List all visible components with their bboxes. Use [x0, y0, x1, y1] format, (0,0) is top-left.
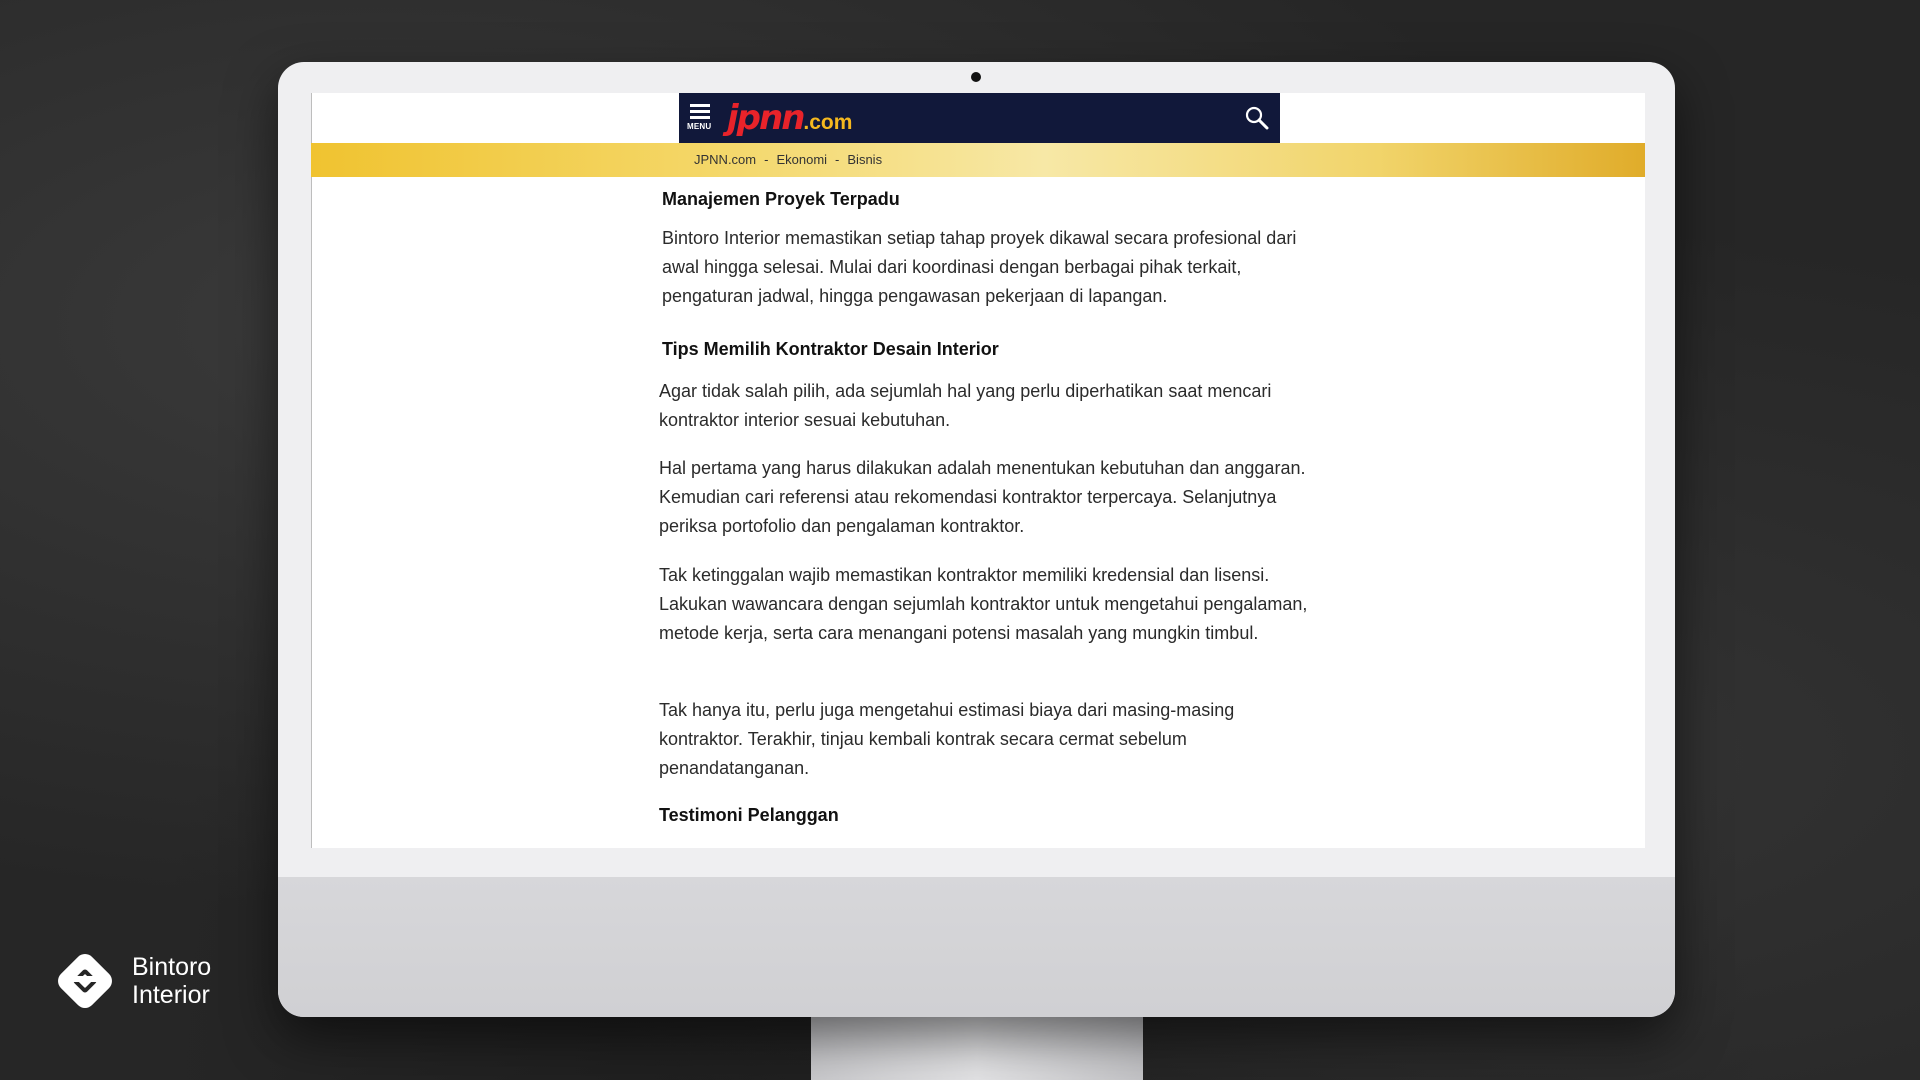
breadcrumb-separator: -	[835, 152, 840, 167]
hamburger-bar	[690, 116, 710, 119]
brand-line-2: Interior	[132, 981, 210, 1009]
paragraph-manajemen: Bintoro Interior memastikan setiap tahap proyek dikawal secara profesional dari awal hingga selesai. Mulai dari koordinasi dengan berbagai pihak terkait, pengaturan jadwal, hingga pengawasan pekerjaan di lapangan.	[662, 228, 1297, 306]
search-icon	[1244, 105, 1270, 131]
hamburger-bar	[690, 110, 710, 113]
section-heading-testimoni: Testimoni Pelanggan	[659, 805, 839, 825]
logo-suffix: .com	[803, 111, 853, 134]
site-navbar	[679, 93, 1280, 143]
paragraph-tips-intro: Agar tidak salah pilih, ada sejumlah hal yang perlu diperhatikan saat mencari kontraktor interior sesuai kebutuhan.	[659, 381, 1272, 430]
site-logo[interactable]	[727, 97, 852, 139]
breadcrumb-home[interactable]: JPNN.com	[694, 152, 757, 167]
monitor-frame	[278, 62, 1675, 1017]
section-heading-tips: Tips Memilih Kontraktor Desain Interior	[662, 339, 999, 359]
section-heading-manajemen: Manajemen Proyek Terpadu	[662, 189, 900, 209]
bintoro-brand	[54, 950, 211, 1012]
bintoro-diamond-logo-icon	[54, 950, 116, 1012]
breadcrumb-bisnis[interactable]: Bisnis	[847, 152, 883, 167]
paragraph-tips-biaya: Tak hanya itu, perlu juga mengetahui estimasi biaya dari masing-masing kontraktor. Terakhir, tinjau kembali kontrak secara cermat sebelum penandatanganan.	[659, 700, 1235, 778]
breadcrumb	[694, 143, 882, 177]
camera-dot	[971, 72, 981, 82]
breadcrumb-separator: -	[764, 152, 769, 167]
menu-button[interactable]	[687, 101, 715, 135]
monitor-stand	[811, 1016, 1143, 1080]
brand-wordmark	[132, 953, 211, 1009]
paragraph-tips-kebutuhan: Hal pertama yang harus dilakukan adalah menentukan kebutuhan dan anggaran. Kemudian cari referensi atau rekomendasi kontraktor terpercaya. Selanjutnya periksa portofolio dan pengalaman kontraktor.	[659, 458, 1306, 536]
breadcrumb-bar	[311, 143, 1645, 177]
search-button[interactable]	[1244, 105, 1270, 131]
paragraph-tips-kredensial: Tak ketinggalan wajib memastikan kontraktor memiliki kredensial dan lisensi. Lakukan wawancara dengan sejumlah kontraktor untuk mengetahui pengalaman, metode kerja, serta cara menangani potensi masalah yang mungkin timbul.	[659, 565, 1308, 643]
logo-wordmark: jpnn	[727, 98, 804, 138]
brand-line-1: Bintoro	[132, 953, 212, 981]
monitor-chin	[278, 877, 1675, 1017]
menu-label: MENU	[687, 122, 712, 131]
hamburger-menu-icon	[690, 104, 710, 107]
screen-edge-line	[311, 93, 312, 848]
browser-screen	[311, 93, 1645, 848]
breadcrumb-ekonomi[interactable]: Ekonomi	[776, 152, 828, 167]
